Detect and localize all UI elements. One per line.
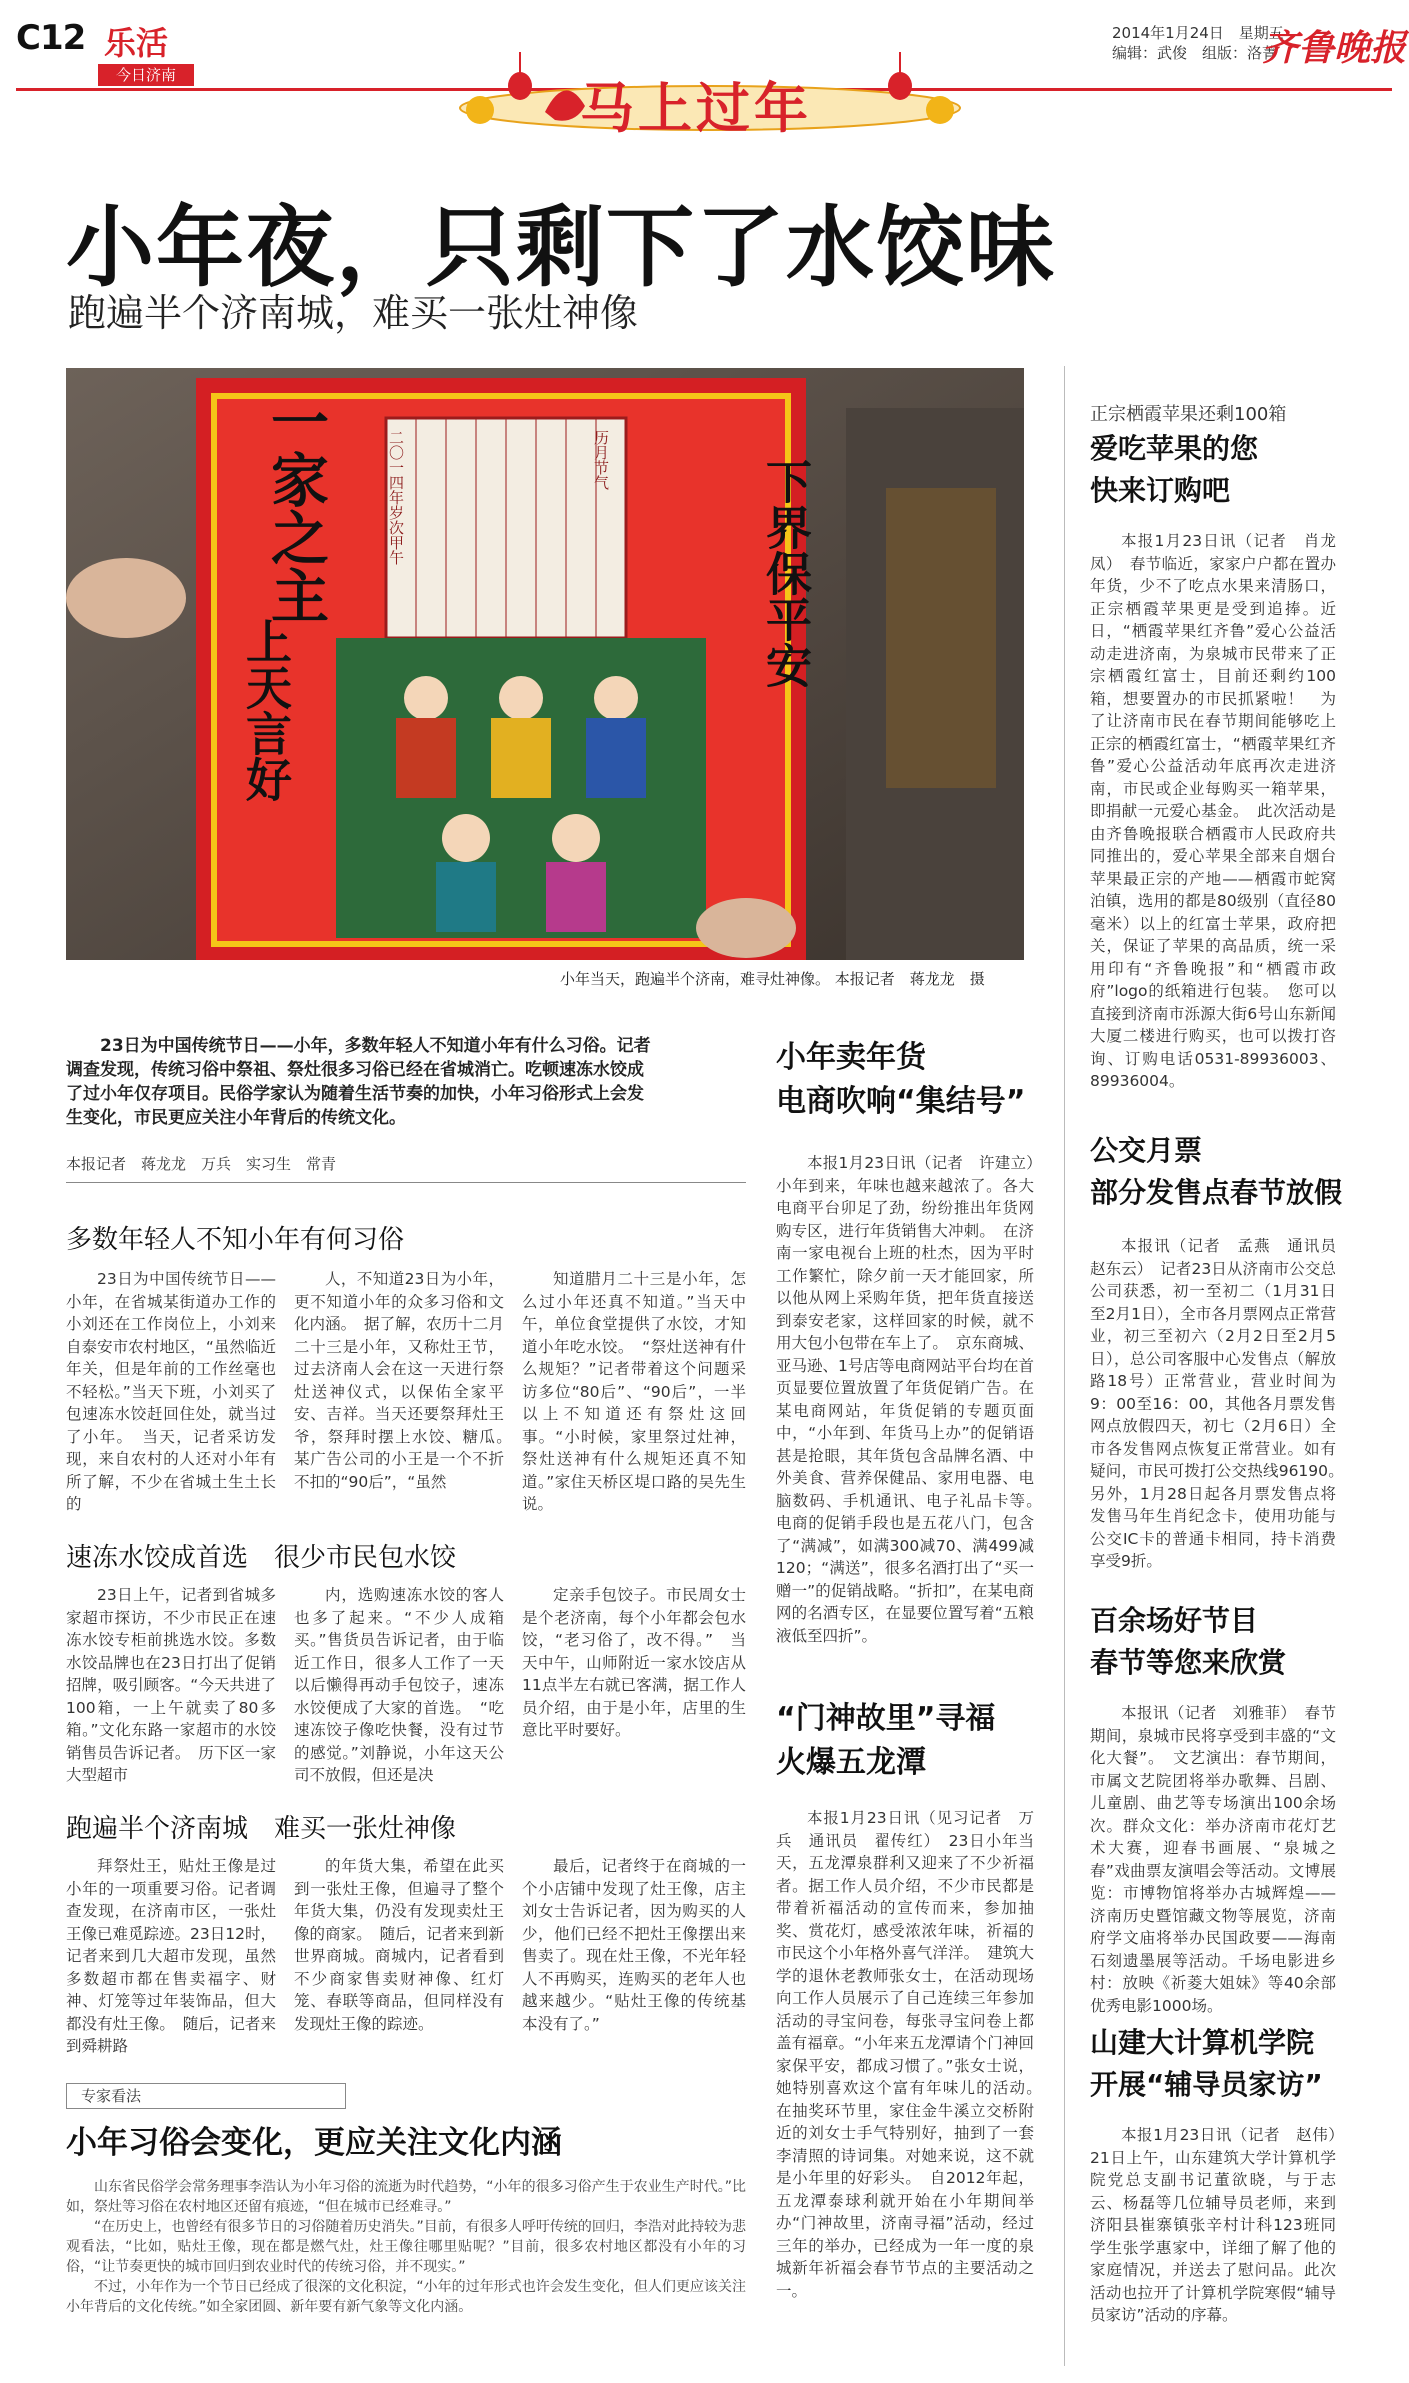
article-body: 本报1月23日讯（记者 肖龙凤） 春节临近，家家户户都在置办年货，少不了吃点水果来清肠口，正宗栖霞苹果更是受到追捧。近日，“栖霞苹果红齐鲁”爱心公益活动走进济南，为泉城市民带来了正宗栖霞红富士，目前还剩约100箱，想要置办的市民抓紧啦！ 为了让济南市民在春节期间能够吃上正宗的栖霞红富士，“栖霞苹果红齐鲁”爱心公益活动年底再次走进济南，市民或企业每购买一箱苹果，即捐献一元爱心基金。 此次活动是由齐鲁晚报联合栖霞市人民政府共同推出的，爱心苹果全部来自烟台苹果最正宗的产地——栖霞市蛇窝泊镇，选用的都是80级别（直径80毫米）以上的红富士苹果，政府把关，保证了苹果的高品质，统一采用印有“齐鲁晚报”和“栖霞市政府”logo的纸箱进行包装。 您可以直接到济南市泺源大街6号山东新闻大厦二楼进行购买，也可以拨打咨询、订购电话0531-89936003、89936004。 xyxy=(1090,532,1336,1090)
article-body: 本报1月23日讯（记者 赵伟） 21日上午，山东建筑大学计算机学院党总支副书记董欲晓，与于志云、杨磊等几位辅导员老师，来到济阳县崔寨镇张辛村计科123班同学生张学惠家中，详细了解了他的家庭情况，并送去了慰问品。此次活动也拉开了计算机学院寒假“辅导员家访”活动的序幕。 xyxy=(1090,2126,1352,2324)
article-headline: 山建大计算机学院 开展“辅导员家访” xyxy=(1090,2026,1323,2101)
page-code: C12 xyxy=(16,18,86,58)
article-headline: “门神故里”寻福 火爆五龙潭 xyxy=(776,1701,996,1780)
section-heading: 跑遍半个济南城 难买一张灶神像 xyxy=(66,1814,457,1844)
main-headline: 小年夜，只剩下了水饺味 xyxy=(66,196,1057,299)
article-headline: 爱吃苹果的您 快来订购吧 xyxy=(1090,432,1259,507)
photo-caption: 小年当天，跑遍半个济南，难寻灶神像。 本报记者 蒋龙龙 摄 xyxy=(560,970,985,988)
poster-year-title: 二〇一四年岁次甲午 xyxy=(387,430,405,565)
article-body: 本报1月23日讯（见习记者 万兵 通讯员 翟传红） 23日小年当天，五龙潭泉群利又迎来了不少祈福者。据工作人员介绍，不少市民都是带着祈福活动的宣传而来，参加抽奖、赏花灯，感受浓浓年味，祈福的市民这个小年格外喜气洋洋。 建筑大学的退休老教师张女士，在活动现场向工作人员展示了自己连续三年参加活动的寻宝问卷，每张寻宝问卷上都盖有福章。“小年来五龙潭请个门神回家保平安，都成习惯了。”张女士说，她特别喜欢这个富有年味儿的活动。 在抽奖环节里，家住金牛溪立交桥附近的刘女士手气特别好，抽到了一套李清照的诗词集。对她来说，这不就是小年里的好彩头。 自2012年起，五龙潭泰球利就开始在小年期间举办“门神故里，济南寻福”活动，经过三年的举办，已经成为一年一度的泉城新年祈福会春节节点的主要活动之一。 xyxy=(776,1809,1050,2300)
article-column: 拜祭灶王，贴灶王像是过小年的一项重要习俗。记者调查发现，在济南市区，一张灶王像已难觅踪迹。23日12时，记者来到几大超市发现，虽然多数超市都在售卖福字、财神、灯笼等过年装饰品，但大都没有灶王像。 随后，记者来到舜耕路 xyxy=(66,1857,276,2055)
article-kicker: 正宗栖霞苹果还剩100箱 xyxy=(1090,404,1287,425)
poster-left-text: 上天言好 xyxy=(239,618,293,802)
issue-date: 2014年1月24日 星期五 xyxy=(1112,24,1284,42)
banner-text: 马上过年 xyxy=(580,76,812,140)
article-headline: 百余场好节目 春节等您来欣赏 xyxy=(1090,1604,1287,1679)
article-headline: 公交月票 部分发售点春节放假 xyxy=(1090,1134,1343,1209)
expert-headline: 小年习俗会变化，更应关注文化内涵 xyxy=(66,2125,562,2161)
article-byline: 本报记者 蒋龙龙 万兵 实习生 常青 xyxy=(66,1155,337,1173)
section-heading: 多数年轻人不知小年有何习俗 xyxy=(66,1225,405,1255)
section-subtitle: 今日济南 xyxy=(98,64,194,86)
lantern-icon xyxy=(888,72,912,100)
editors-line: 编辑：武俊 组版：洛菁 xyxy=(1112,44,1278,62)
lantern-icon xyxy=(508,72,532,100)
new-year-banner xyxy=(450,52,970,140)
section-title: 乐活 xyxy=(104,24,169,62)
article-body: 本报讯（记者 孟燕 通讯员赵东云） 记者23日从济南市公交总公司获悉，初一至初二（1月31日至2月1日），全市各月票网点正常营业，初三至初六（2月2日至2月5日），总公司客服中心发售点（解放路18号）正常营业，营业时间为9：00至16：00，其他各月票发售网点放假四天，初七（2月6日）全市各发售网点恢复正常营业。如有疑问，市民可拨打公交热线96190。 另外，1月28日起各月票发售点将发售马年生肖纪念卡，使用功能与公交IC卡的普通卡相同，持卡消费享受9折。 xyxy=(1090,1237,1352,1570)
article-intro: 23日为中国传统节日——小年，多数年轻人不知道小年有什么习俗。记者调查发现，传统习俗中祭祖、祭灶很多习俗已经在省城消亡。吃顿速冻水饺成了过小年仅存项目。民俗学家认为随着生活节奏的加快，小年习俗形式上会发生变化，市民更应关注小年背后的传统文化。 xyxy=(66,1036,651,1128)
section-heading: 速冻水饺成首选 很少市民包水饺 xyxy=(66,1543,457,1573)
article-headline: 小年卖年货 电商吹响“集结号” xyxy=(776,1040,1026,1119)
poster-calendar-title: 历月节气 xyxy=(592,430,610,490)
expert-body: 山东省民俗学会常务理事李浩认为小年习俗的流逝为时代趋势，“小年的很多习俗产生于农业生产时代。”比如，祭灶等习俗在农村地区还留有痕迹，“但在城市已经难寻。” “在历史上，也曾经有很多节日的习俗随着历史消失。”目前，有很多人呼吁传统的回归，李浩对此持较为悲观看法，“比如，贴灶王像，现在都是燃气灶，灶王像往哪里贴呢？”目前，很多农村地区都没有小年的习俗，“让节奏更快的城市回归到农业时代的传统习俗，并不现实。” 不过，小年作为一个节日已经成了很深的文化积淀，“小年的过年形式也许会发生变化，但人们更应该关注小年背后的文化传统。”如全家团圆、新年要有新气象等文化内涵。 xyxy=(66,2179,746,2315)
expert-tag: 专家看法 xyxy=(66,2083,346,2109)
divider xyxy=(66,1182,746,1183)
article-column: 定亲手包饺子。市民周女士是个老济南，每个小年都会包水饺，“老习俗了，改不得。” 当天中午，山师附近一家水饺店从11点半左右就已客满，据工作人员介绍，由于是小年，店里的生意比平时要好。 xyxy=(522,1586,746,1739)
article-column: 人，不知道23日为小年，更不知道小年的众多习俗和文化内涵。 据了解，农历十二月二十三是小年，又称灶王节，过去济南人会在这一天进行祭灶送神仪式，以保佑全家平安、吉祥。当天还要祭拜灶王爷，祭拜时摆上水饺、糖瓜。 某广告公司的小王是一个不折不扣的“90后”，“虽然 xyxy=(294,1270,520,1491)
article-body: 本报1月23日讯（记者 许建立） 小年到来，年味也越来越浓了。各大电商平台卯足了劲，纷纷推出年货网购专区，进行年货销售大冲刺。 在济南一家电视台上班的杜杰，因为平时工作繁忙，除夕前一天才能回家，所以他从网上采购年货，把年货直接送到泰安老家，这样回家的时候，就不用大包小包带在车上了。 京东商城、亚马逊、1号店等电商网站平台均在首页显要位置放置了年货促销广告。在某电商网站，年货促销的专题页面中，“小年到、年货马上办”的促销语甚是抢眼，其年货包含品牌名酒、中外美食、营养保健品、家用电器、电脑数码、手机通讯、电子礼品卡等。 电商的促销手段也是五花八门，包含了“满减”，如满300减70、满499减120；“满送”，很多名酒打出了“买一赠一”的促销战略。“折扣”，在某电商网的名酒专区，在显要位置写着“五粮液低至四折”。 xyxy=(776,1154,1050,1645)
main-subheadline: 跑遍半个济南城，难买一张灶神像 xyxy=(68,291,639,335)
poster-illustration xyxy=(66,368,1024,960)
article-column: 内，选购速冻水饺的客人也多了起来。“不少人成箱买。”售货员告诉记者，由于临近工作日，很多人工作了一天以后懒得再动手包饺子，速冻水饺便成了大家的首选。 “吃速冻饺子像吃快餐，没有过节的感觉。”刘静说，小年这天公司不放假，但还是决 xyxy=(294,1586,504,1784)
poster-right-text: 下界保平安 xyxy=(759,458,813,688)
article-column: 23日为中国传统节日——小年，在省城某街道办工作的小刘还在工作岗位上，小刘来自泰安市农村地区，“虽然临近年关，但是年前的工作丝毫也不轻松。”当天下班，小刘买了包速冻水饺赶回住处，就当过了小年。 当天，记者采访发现，来自农村的人还对小年有所了解，不少在省城土生土长的 xyxy=(66,1270,276,1513)
article-column: 的年货大集，希望在此买到一张灶王像，但遍寻了整个年货大集，仍没有发现卖灶王像的商家。 随后，记者来到新世界商城。商城内，记者看到不少商家售卖财神像、红灯笼、春联等商品，但同样没有发现灶王像的踪迹。 xyxy=(294,1857,504,2033)
newspaper-logo: 齐鲁晚报 xyxy=(1262,27,1407,69)
column-divider xyxy=(1064,366,1065,2366)
photo-kitchen-god-poster xyxy=(66,368,1024,960)
article-column: 最后，记者终于在商城的一个小店铺中发现了灶王像，店主刘女士告诉记者，因为购买的人少，他们已经不把灶王像摆出来售卖了。现在灶王像，不光年轻人不再购买，连购买的老年人也越来越少。“贴灶王像的传统基本没有了。” xyxy=(522,1857,746,2033)
article-body: 本报讯（记者 刘雅菲） 春节期间，泉城市民将享受到丰盛的“文化大餐”。 文艺演出：春节期间，市属文艺院团将举办歌舞、吕剧、儿童剧、曲艺等专场演出100余场次。群众文化：举办济南市花灯艺术大赛，迎春书画展、“泉城之春”戏曲票友演唱会等活动。文博展览：市博物馆将举办古城辉煌——济南历史暨馆藏文物等展览，济南府学文庙将举办民国政要——海南石刻遗墨展等活动。千场电影进乡村：放映《祈菱大姐妹》等40余部优秀电影1000场。 xyxy=(1090,1704,1336,2015)
poster-top-title: 一家之主 xyxy=(261,392,329,624)
article-column: 23日上午，记者到省城多家超市探访，不少市民正在速冻水饺专柜前挑选水饺。多数水饺品牌也在23日打出了促销招牌，吸引顾客。“今天共进了100箱，一上午就卖了80多箱。”文化东路一家超市的水饺销售员告诉记者。 历下区一家大型超市 xyxy=(66,1586,276,1784)
article-column: 知道腊月二十三是小年，怎么过小年还真不知道。”当天中午，单位食堂提供了水饺，才知道小年吃水饺。 “祭灶送神有什么规矩？”记者带着这个问题采访多位“80后”、“90后”，一半以上不知道还有祭灶这回事。“小时候，家里祭过灶神，祭灶送神有什么规矩还真不知道。”家住天桥区堤口路的吴先生说。 xyxy=(522,1270,746,1513)
